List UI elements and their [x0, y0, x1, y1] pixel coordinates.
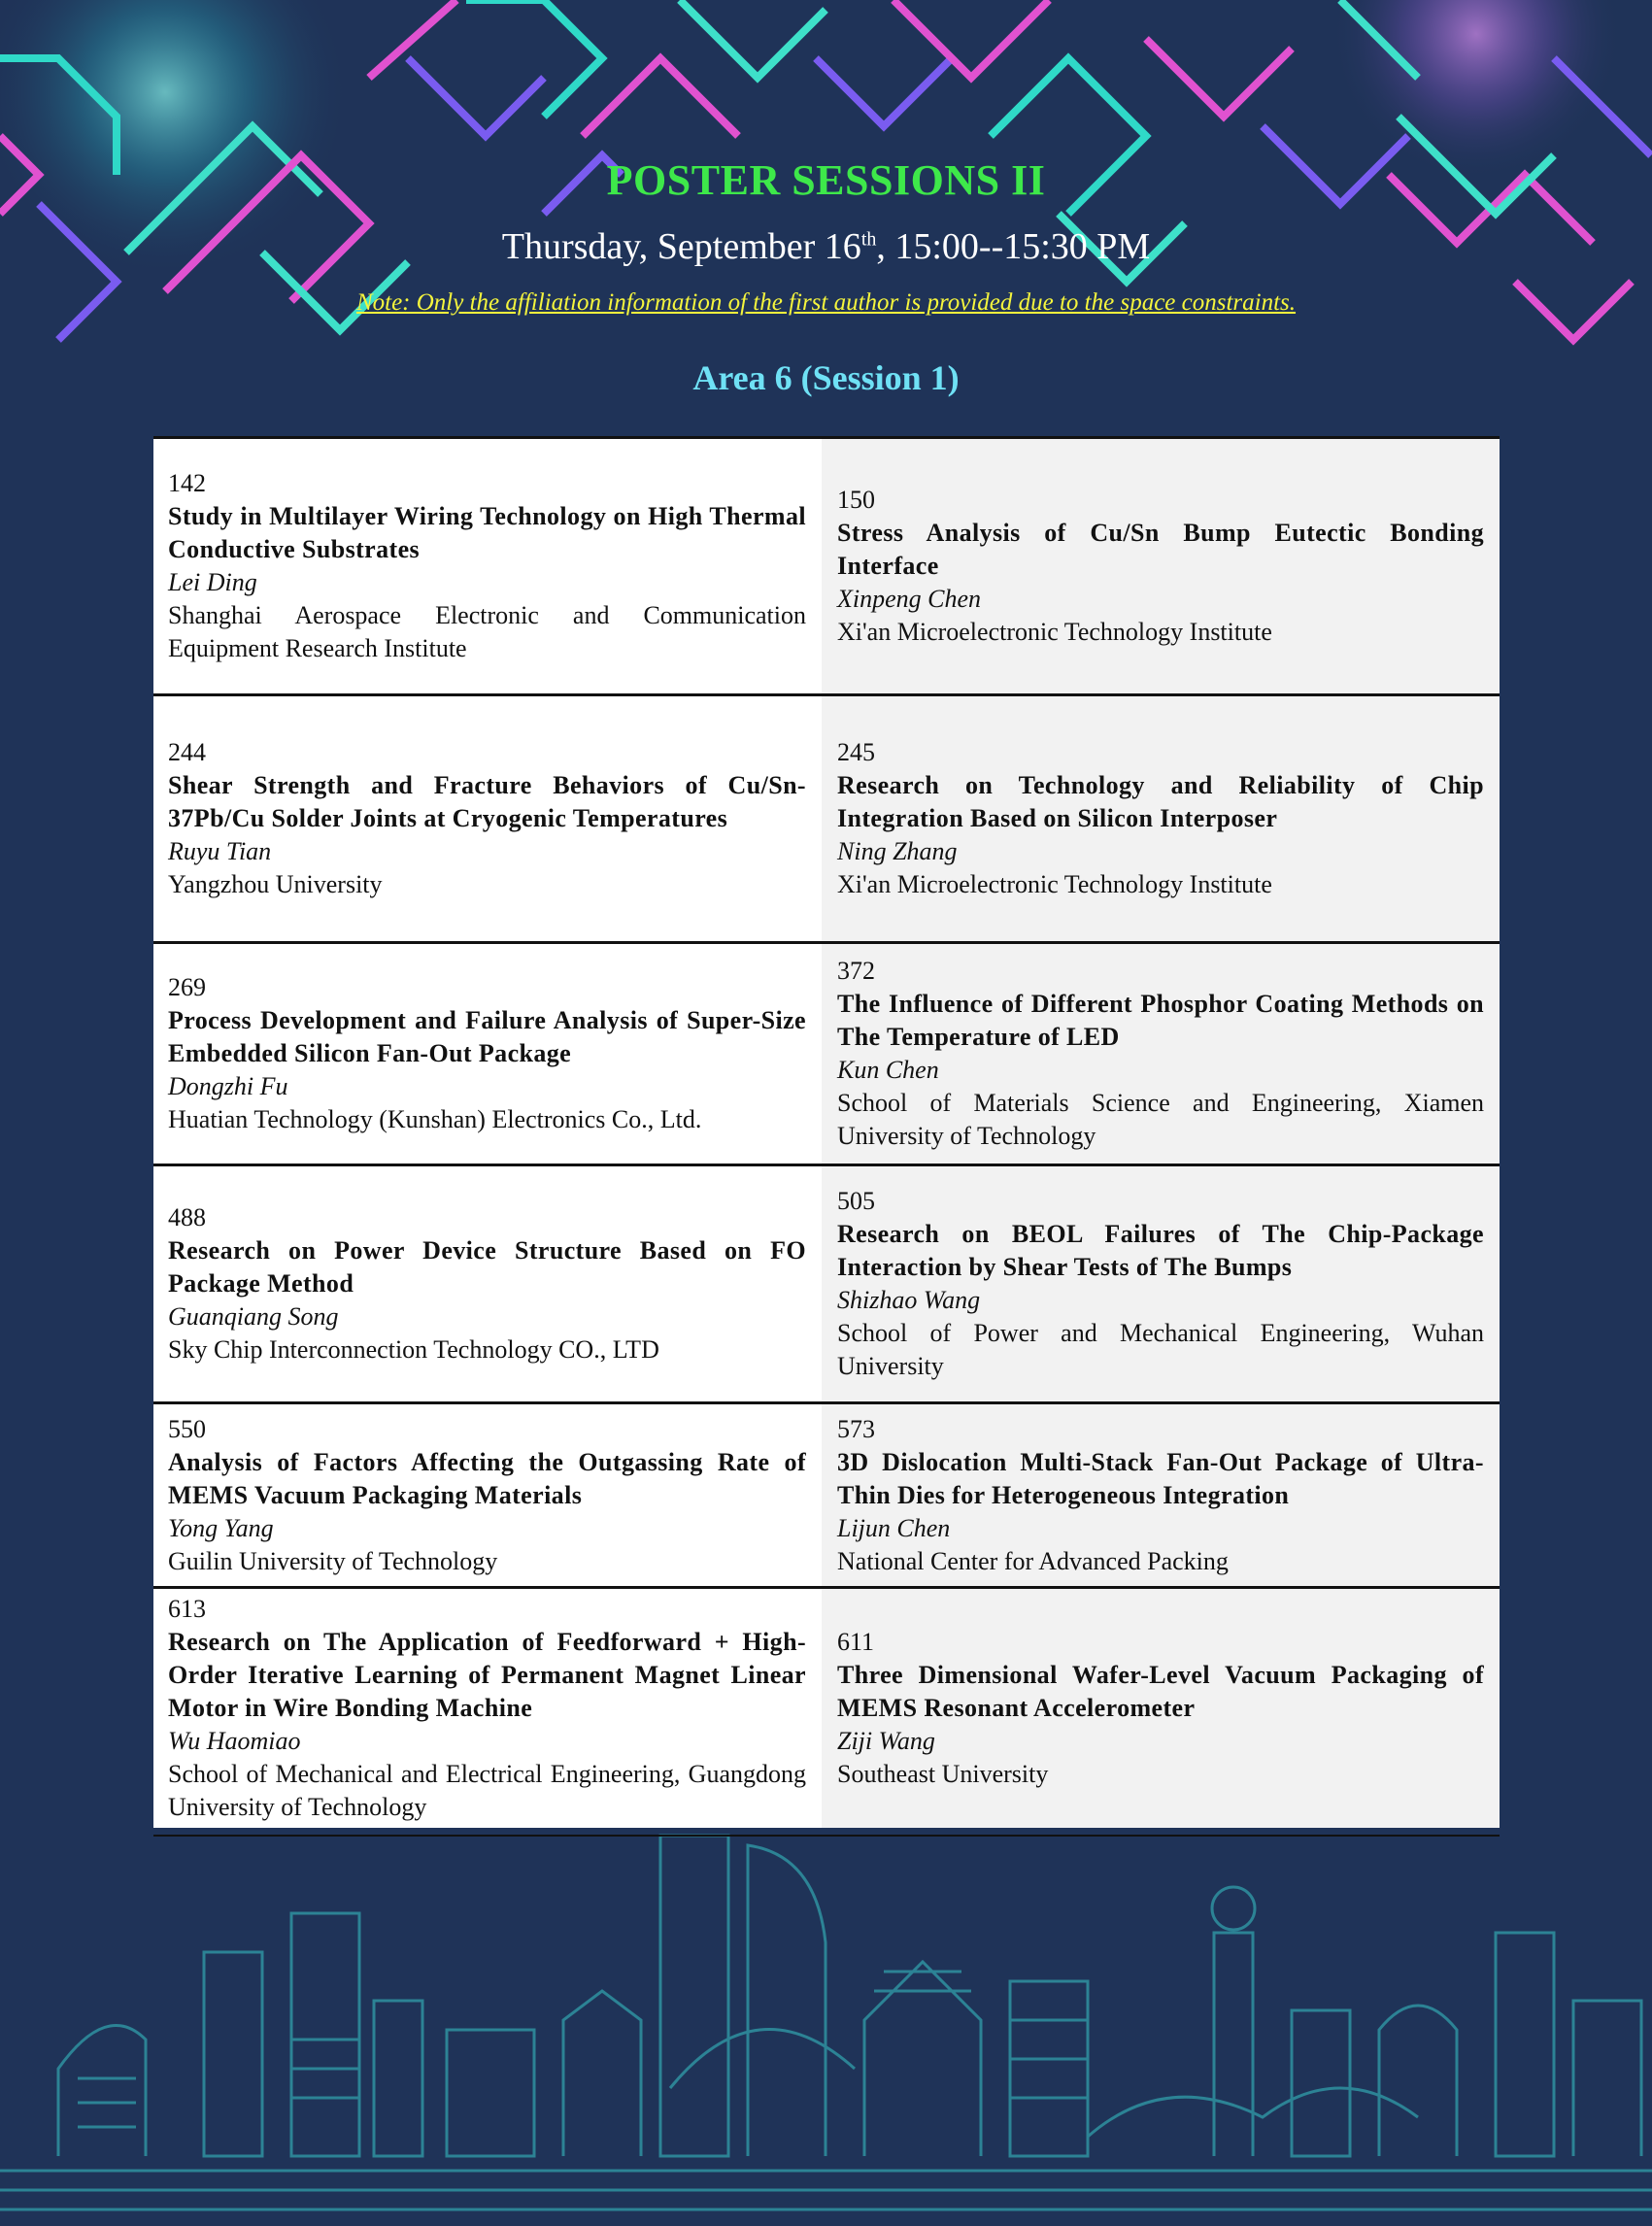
poster-id: 573 — [837, 1414, 875, 1443]
poster-id: 488 — [168, 1203, 206, 1231]
poster-author: Wu Haomiao — [168, 1727, 301, 1755]
poster-author: Ruyu Tian — [168, 837, 272, 865]
poster-author: Kun Chen — [837, 1056, 939, 1084]
poster-id: 372 — [837, 957, 875, 985]
poster-affiliation: Southeast University — [837, 1760, 1049, 1788]
poster-affiliation: Xi'an Microelectronic Technology Institute — [837, 618, 1272, 646]
poster-author: Guanqiang Song — [168, 1302, 339, 1331]
poster-author: Yong Yang — [168, 1513, 274, 1542]
page-title: POSTER SESSIONS II — [606, 156, 1046, 204]
poster-author: Xinpeng Chen — [837, 585, 982, 613]
poster-affiliation: Shanghai Aerospace Electronic and Communication Equipment Research Institute — [168, 601, 806, 662]
poster-cell — [822, 1166, 1500, 1404]
poster-id: 142 — [168, 469, 206, 497]
poster-affiliation: National Center for Advanced Packing — [837, 1546, 1229, 1575]
poster-affiliation: Sky Chip Interconnection Technology CO., LTD — [168, 1335, 659, 1364]
poster-id: 505 — [837, 1187, 875, 1215]
poster-author: Lei Ding — [168, 568, 257, 596]
poster-id: 150 — [837, 486, 875, 514]
poster-title: Process Development and Failure Analysis of Super-Size Embedded Silicon Fan-Out Package — [168, 1006, 806, 1067]
poster-author: Ning Zhang — [837, 837, 958, 865]
poster-author: Dongzhi Fu — [168, 1072, 288, 1100]
poster-cell — [153, 439, 822, 696]
poster-affiliation: Guilin University of Technology — [168, 1546, 498, 1575]
poster-affiliation: Yangzhou University — [168, 870, 383, 898]
poster-title: Three Dimensional Wafer-Level Vacuum Packaging of MEMS Resonant Accelerometer — [837, 1661, 1484, 1722]
poster-id: 611 — [837, 1628, 875, 1656]
poster-cell — [822, 1589, 1500, 1828]
date-prefix: Thursday, September 16 — [501, 226, 861, 267]
poster-author: Lijun Chen — [837, 1513, 951, 1542]
affiliation-note: Note: Only the affiliation information of the first author is provided due to the space constraints. — [355, 289, 1297, 316]
poster-author: Shizhao Wang — [837, 1286, 981, 1314]
poster-id: 245 — [837, 738, 875, 766]
poster-cell — [153, 696, 822, 944]
poster-affiliation: School of Mechanical and Electrical Engineering, Guangdong University of Technology — [168, 1760, 806, 1821]
poster-cell — [153, 944, 822, 1166]
poster-id: 550 — [168, 1414, 206, 1443]
time-range: , 15:00--15:30 PM — [876, 226, 1151, 267]
poster-cell — [153, 1404, 822, 1589]
poster-affiliation: School of Materials Science and Engineering, Xiamen University of Technology — [837, 1089, 1484, 1150]
poster-title: Research on The Application of Feedforward + High-Order Iterative Learning of Permanent Magnet Linear Motor in Wire Bonding Machine — [168, 1628, 806, 1722]
poster-table — [153, 436, 1500, 1837]
poster-title: Shear Strength and Fracture Behaviors of Cu/Sn-37Pb/Cu Solder Joints at Cryogenic Temperatures — [168, 771, 806, 832]
poster-affiliation: School of Power and Mechanical Engineering, Wuhan University — [837, 1319, 1484, 1380]
poster-id: 244 — [168, 738, 206, 766]
poster-affiliation: Xi'an Microelectronic Technology Institute — [837, 870, 1272, 898]
poster-cell — [822, 944, 1500, 1166]
poster-cell — [822, 1404, 1500, 1589]
area-heading: Area 6 (Session 1) — [692, 358, 960, 397]
poster-title: The Influence of Different Phosphor Coating Methods on The Temperature of LED — [837, 990, 1484, 1051]
poster-title: Research on BEOL Failures of The Chip-Package Interaction by Shear Tests of The Bumps — [837, 1220, 1484, 1281]
poster-title: Stress Analysis of Cu/Sn Bump Eutectic Bonding Interface — [837, 519, 1484, 580]
poster-id: 269 — [168, 973, 206, 1001]
poster-cell — [153, 1589, 822, 1828]
poster-title: Analysis of Factors Affecting the Outgassing Rate of MEMS Vacuum Packaging Materials — [168, 1447, 806, 1509]
poster-affiliation: Huatian Technology (Kunshan) Electronics Co., Ltd. — [168, 1105, 702, 1133]
poster-cell — [153, 1166, 822, 1404]
date-ordinal-suffix: th — [860, 228, 877, 251]
poster-author: Ziji Wang — [837, 1727, 935, 1755]
poster-id: 613 — [168, 1595, 206, 1623]
poster-cell — [822, 696, 1500, 944]
session-datetime — [0, 225, 1652, 268]
poster-title: Research on Technology and Reliability of Chip Integration Based on Silicon Interposer — [837, 771, 1484, 832]
poster-cell — [822, 439, 1500, 696]
city-skyline — [0, 1836, 1652, 2209]
poster-title: Study in Multilayer Wiring Technology on High Thermal Conductive Substrates — [168, 502, 806, 563]
poster-title: Research on Power Device Structure Based on FO Package Method — [168, 1236, 806, 1298]
poster-title: 3D Dislocation Multi-Stack Fan-Out Package of Ultra-Thin Dies for Heterogeneous Integration — [837, 1447, 1484, 1509]
